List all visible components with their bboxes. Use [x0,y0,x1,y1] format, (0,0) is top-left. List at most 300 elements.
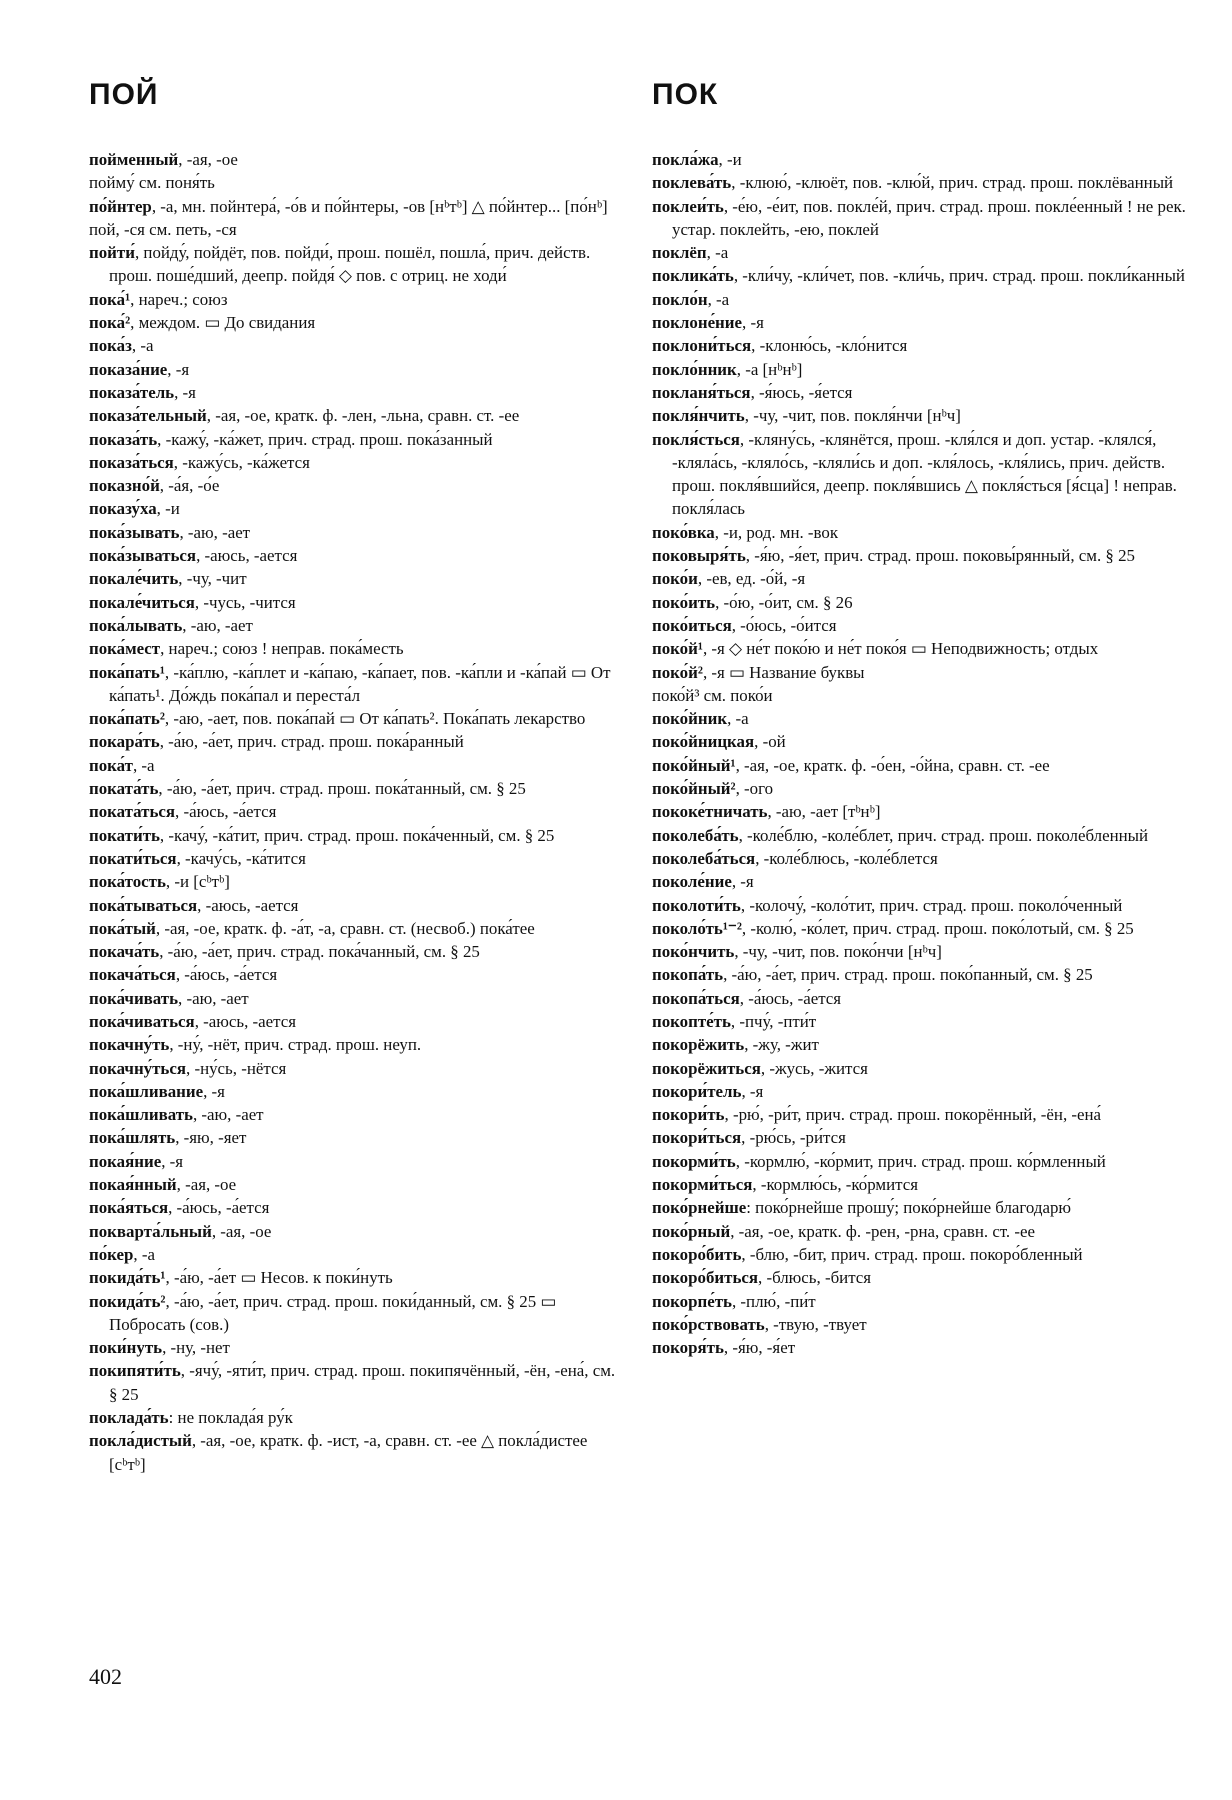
dictionary-entry [89,800,625,823]
dictionary-entry [652,824,1188,847]
entry-body: , -ого [735,779,774,799]
entry-headword: покля́нчить [652,406,745,426]
dictionary-entry [89,1173,625,1196]
entry-body: , пойду́, пойдёт, пов. пойди́, прош. пошёл, пошла́, прич. действ. прош. поше́дший, деепр. пойдя́ ◇ пов. с отриц. не ходи́ [109,243,591,286]
entry-body: , -аю, -ает [182,615,253,635]
entry-body: , -ев, ед. -о́й, -я [697,569,806,589]
entry-body: , -клюю́, -клюёт, пов. -клю́й, прич. страд. прош. поклёванный [731,173,1174,193]
entry-headword: поко́йник [652,709,728,729]
entry-body: , -а [нᵇнᵇ] [736,359,803,379]
entry-headword: покварта́льный [89,1221,212,1241]
entry-body: , -я [167,359,190,379]
dictionary-entry [89,497,625,520]
dictionary-entry [652,428,1188,521]
dictionary-entry [89,544,625,567]
entry-body: , -и [718,150,742,169]
dictionary-entry [652,614,1188,637]
entry-headword: пока́яться [89,1198,169,1218]
entry-headword: пока́тый [89,918,156,938]
entry-body: , -и, род. мн. -вок [714,522,839,542]
dictionary-entry [652,1057,1188,1080]
entry-body: , -а [131,336,154,356]
entry-body: , -аю, -ает [179,522,251,542]
entry-body: , -ая, -ое, кратк. ф. -ист, -а, сравн. ст. -ее △ покла́дистее [сᵇтᵇ] [109,1431,588,1474]
entry-body: , нареч.; союз [130,289,228,309]
entry-headword: пока́зываться [89,546,197,566]
entry-headword: поклони́ться [652,336,752,356]
entry-headword: покла́дистый [89,1431,192,1451]
entry-headword: покоро́бить [652,1244,742,1264]
dictionary-entry [89,567,625,590]
entry-body: , -аюсь, -ается [197,895,299,915]
entry-headword: покоря́ть [652,1338,724,1358]
entry-headword: покланя́ться [652,382,751,402]
dictionary-entry [89,940,625,963]
entry-headword: пока́шливание [89,1081,204,1101]
entry-headword: покорпе́ть [652,1291,732,1311]
entry-body: , -ая, -ое, кратк. ф. -о́ен, -о́йна, сравн. ст. -ее [735,755,1050,775]
entry-headword: поколо́ть¹⁻² [652,918,742,938]
entry-headword: покопте́ть [652,1011,731,1031]
dictionary-entry [652,661,1188,684]
entry-body: , -рю́сь, -ри́тся [741,1128,846,1148]
dictionary-entry [89,311,625,334]
entry-body: поко́й³ см. поко́и [652,685,773,705]
entry-headword: покопа́ть [652,965,724,985]
entry-body: , -а [706,243,729,263]
entry-headword: поклеи́ть [652,196,724,216]
entry-headword: покля́сться [652,429,740,449]
entry-headword: показа́ться [89,452,174,472]
entry-body: , -ая, -ое [176,1175,237,1195]
running-head-left: ПОЙ [89,78,159,111]
entry-body: , -а [727,709,749,729]
entry-headword: покори́тель [652,1081,742,1101]
entry-headword: пока́лывать [89,615,183,635]
dictionary-entry [89,894,625,917]
entry-body: , -я́ю, -я́ет [723,1338,796,1358]
dictionary-entry [89,1033,625,1056]
entry-body: , -плю́, -пи́т [731,1291,816,1311]
dictionary-entry [89,987,625,1010]
entry-body: , -ая, -ое [211,1221,272,1241]
dictionary-entry [652,800,1188,823]
dictionary-entry [652,1243,1188,1266]
entry-body: , -яю, -яет [175,1128,247,1148]
dictionary-entry [652,195,1188,242]
entry-body: , -чусь, -чится [194,592,296,612]
dictionary-entry [89,1336,625,1359]
entry-headword: поко́нчить [652,942,735,962]
entry-body: , -качу́, -ка́тит, прич. страд. прош. пока́ченный, см. § 25 [159,825,555,845]
entry-headword: показу́ха [89,499,157,519]
entry-body: , нареч.; союз ! неправ. пока́месть [160,639,404,659]
entry-body: , -аюсь, -ается [196,546,298,566]
dictionary-entry [652,521,1188,544]
dictionary-entry [652,1196,1188,1219]
entry-body: , -а́ю, -а́ет ▭ Несов. к поки́нуть [165,1268,393,1288]
entry-body: , -и [156,499,180,519]
entry-headword: покида́ть¹ [89,1268,166,1288]
dictionary-entry [89,1266,625,1289]
entry-body: , -кормлю́, -ко́рмит, прич. страд. прош. ко́рмленный [735,1151,1106,1171]
entry-body: , -а́ю, -а́ет, прич. страд. пока́чанный, см. § 25 [159,942,480,962]
entry-body: , -а́ю, -а́ет, прич. страд. прош. поко́панный, см. § 25 [723,965,1093,985]
entry-body: , -я ◇ не́т поко́ю и не́т поко́я ▭ Неподвижность; отдых [702,639,1099,659]
entry-headword: покале́читься [89,592,195,612]
entry-headword: покоро́биться [652,1268,759,1288]
entry-body: , -а [707,289,730,309]
dictionary-entry [652,404,1188,427]
entry-headword: пока́чивать [89,988,179,1008]
dictionary-entry [89,428,625,451]
dictionary-entry [89,591,625,614]
dictionary-entry [652,311,1188,334]
entry-body: , -твую, -твует [764,1314,867,1334]
entry-headword: покача́ться [89,965,176,985]
entry-headword: показа́тель [89,382,175,402]
entry-body: , -кажу́, -ка́жет, прич. страд. прош. пока́занный [157,429,493,449]
entry-body: , -аю, -ает [178,988,249,1008]
page-number: 402 [89,1664,122,1689]
entry-headword: пойменный [89,150,179,169]
dictionary-entry [89,334,625,357]
entry-headword: покая́нный [89,1175,177,1195]
entry-headword: пока́шлять [89,1128,176,1148]
dictionary-entry [652,987,1188,1010]
entry-body: , -аюсь, -ается [194,1011,296,1031]
entry-body: , -и [сᵇтᵇ] [165,872,230,892]
entry-headword: поко́вка [652,522,715,542]
entry-body: , -а́я, -о́е [159,476,220,496]
entry-body: , -ну́, -нёт, прич. страд. прош. неуп. [169,1035,422,1055]
entry-headword: поклёп [652,243,707,263]
dictionary-entry [652,894,1188,917]
entry-body: , -кли́чу, -кли́чет, пов. -кли́чь, прич. страд. прош. покли́канный [733,266,1185,286]
entry-headword: поко́иться [652,615,732,635]
entry-headword: поко́и [652,569,698,589]
dictionary-entry [652,870,1188,893]
entry-headword: показа́тельный [89,406,207,426]
dictionary-entry [89,661,625,708]
entry-headword: поколоти́ть [652,895,741,915]
dictionary-entry [89,1220,625,1243]
entry-body: , -блюсь, -бится [758,1268,872,1288]
dictionary-entry [652,917,1188,940]
entry-headword: пока́тость [89,872,166,892]
entry-body: , -ячу́, -яти́т, прич. страд. прош. покипячённый, -ён, -ена́, см. § 25 [109,1361,616,1404]
dictionary-entry [652,1010,1188,1033]
dictionary-entry [652,288,1188,311]
entry-headword: покопа́ться [652,988,740,1008]
entry-headword: пока́з [89,336,132,356]
entry-body: , -о́ю, -о́ит, см. § 26 [715,592,853,612]
entry-body: , -ну́сь, -нётся [186,1058,287,1078]
dictionary-entry [89,847,625,870]
entry-body: , -е́ю, -е́ит, пов. покле́й, прич. страд. прош. покле́енный ! не рек. устар. поклейть, -ею, поклей [672,196,1186,239]
entry-headword: покипяти́ть [89,1361,181,1381]
entry-body: , -ая, -ое, кратк. ф. -а́т, -а, сравн. ст. (несвоб.) пока́тее [155,918,535,938]
entry-body: , -а́ю, -а́ет, прич. страд. прош. пока́ранный [159,732,464,752]
dictionary-entry [89,824,625,847]
entry-headword: поклика́ть [652,266,734,286]
entry-body: , -я [203,1081,225,1101]
dictionary-entry [652,544,1188,567]
dictionary-entry [652,1220,1188,1243]
dictionary-entry [89,474,625,497]
dictionary-entry [89,1150,625,1173]
entry-headword: покло́нник [652,359,737,379]
entry-headword: поката́ть [89,779,159,799]
dictionary-entry [89,1196,625,1219]
entry-headword: поколеба́ться [652,848,756,868]
dictionary-entry [652,148,1188,171]
left-column [89,148,625,1476]
entry-body: , -я [161,1151,184,1171]
entry-headword: покале́чить [89,569,179,589]
dictionary-entry [652,358,1188,381]
entry-headword: поковыря́ть [652,546,746,566]
entry-headword: покая́ние [89,1151,162,1171]
entry-headword: поко́йный¹ [652,755,736,775]
dictionary-entry [652,963,1188,986]
dictionary-entry [89,614,625,637]
entry-body: , -кормлю́сь, -ко́рмится [752,1175,918,1195]
entry-body: , -качу́сь, -ка́тится [176,848,306,868]
entry-headword: по́йнтер [89,196,152,216]
dictionary-entry [89,1010,625,1033]
entry-headword: покорёжиться [652,1058,761,1078]
entry-body: , -ая, -ое [178,150,238,169]
entry-headword: покла́жа [652,150,719,169]
dictionary-entry [89,754,625,777]
entry-body: , -кажу́сь, -ка́жется [173,452,310,472]
dictionary-entry [89,358,625,381]
entry-headword: пока́шливать [89,1105,193,1125]
dictionary-entry [652,1336,1188,1359]
dictionary-entry [89,637,625,660]
dictionary-entry [652,171,1188,194]
entry-body: , -а́юсь, -а́ется [175,802,277,822]
entry-headword: покорми́ться [652,1175,753,1195]
entry-headword: поко́ить [652,592,716,612]
dictionary-entry [652,1313,1188,1336]
dictionary-entry [652,241,1188,264]
dictionary-entry [89,288,625,311]
entry-headword: покорёжить [652,1035,745,1055]
dictionary-entry [89,1080,625,1103]
entry-body: , -кляну́сь, -клянётся, прош. -кля́лся и доп. устар. -клялся́, -кляла́сь, -кляло́сь, -кляли́сь и доп. -кля́лось, -кля́лись, прич. действ. прош. покля́вшийся, деепр. покля́вшись △ покля́сться [я́сца] ! неправ. покля́лась [672,429,1177,519]
entry-headword: по́кер [89,1244,134,1264]
dictionary-entry [652,940,1188,963]
dictionary-entry [89,777,625,800]
dictionary-entry [89,1103,625,1126]
dictionary-entry [652,1150,1188,1173]
entry-body: , -ка́плю, -ка́плет и -ка́паю, -ка́пает, пов. -ка́пли и -ка́пай ▭ От ка́пать¹. До́ждь пока́пал и переста́л [109,662,611,705]
entry-headword: покачну́ться [89,1058,186,1078]
entry-headword: покача́ть [89,942,160,962]
running-head-right: ПОК [652,78,719,111]
entry-headword: показно́й [89,476,160,496]
entry-headword: показа́ть [89,429,158,449]
entry-headword: покати́ться [89,848,177,868]
entry-body: , -коле́блю, -коле́блет, прич. страд. прош. поколе́бленный [738,825,1149,845]
dictionary-entry [652,381,1188,404]
entry-headword: поко́йницкая [652,732,755,752]
entry-body: , -я [741,1081,764,1101]
dictionary-entry [652,637,1188,660]
entry-headword: пока́тываться [89,895,198,915]
entry-body: , -рю́, -ри́т, прич. страд. прош. покорённый, -ён, -ена́ [724,1105,1102,1125]
dictionary-entry [652,707,1188,730]
entry-headword: покати́ть [89,825,160,845]
dictionary-entry [652,264,1188,287]
entry-body: , -жу, -жит [744,1035,819,1055]
entry-body: , -а́юсь, -а́ется [739,988,842,1008]
entry-headword: пока́² [89,313,131,333]
dictionary-entry [89,1429,625,1476]
dictionary-entry [652,334,1188,357]
entry-body: , -колю́, -ко́лет, прич. страд. прош. поко́лотый, см. § 25 [741,918,1134,938]
dictionary-entry [652,1033,1188,1056]
entry-headword: поко́йный² [652,779,736,799]
dictionary-entry [89,148,625,171]
entry-body: , -аю, -ает, пов. пока́пай ▭ От ка́пать². Пока́пать лекарство [164,709,586,729]
entry-headword: поки́нуть [89,1338,163,1358]
entry-body: , -ая, -ое, кратк. ф. -рен, -рна, сравн. ст. -ее [730,1221,1035,1241]
entry-headword: пока́пать² [89,709,165,729]
dictionary-entry [89,241,625,288]
dictionary-entry [89,451,625,474]
entry-headword: пойти́ [89,243,135,263]
entry-body: , -ну, -нет [162,1338,230,1358]
entry-headword: покорми́ть [652,1151,736,1171]
entry-body: , -я [731,872,754,892]
entry-headword: поколе́ние [652,872,732,892]
entry-body: , -я [174,382,196,402]
entry-body: , -аю, -ает [тᵇнᵇ] [767,802,881,822]
dictionary-entry [652,754,1188,777]
dictionary-entry [89,963,625,986]
dictionary-entry [652,684,1188,707]
dictionary-entry [652,1080,1188,1103]
entry-body: : поко́рнейше прошу́; поко́рнейше благодарю́ [746,1198,1072,1218]
entry-body: , -а [133,1244,155,1264]
dictionary-entry [652,1266,1188,1289]
entry-body: , -а, мн. пойнтера́, -о́в и по́йнтеры, -ов [нᵇтᵇ] △ по́йнтер... [по́нᵇ] [151,196,608,216]
entry-body: , -я ▭ Название буквы [702,662,865,682]
dictionary-entry [89,1359,625,1406]
entry-headword: поклада́ть [89,1408,169,1428]
entry-headword: пока́мест [89,639,161,659]
entry-headword: пока́¹ [89,289,131,309]
entry-body: , -я [742,313,764,333]
entry-headword: поклева́ть [652,173,732,193]
dictionary-entry [652,777,1188,800]
entry-body: , -клоню́сь, -кло́нится [751,336,908,356]
dictionary-entry [89,707,625,730]
dictionary-entry [89,1290,625,1337]
entry-body: , -а́юсь, -а́ется [175,965,278,985]
entry-headword: пока́чиваться [89,1011,195,1031]
entry-headword: покара́ть [89,732,160,752]
dictionary-entry [89,218,625,241]
entry-headword: покло́н [652,289,708,309]
entry-headword: пока́т [89,755,133,775]
entry-headword: пока́пать¹ [89,662,165,682]
entry-headword: поко́рный [652,1221,731,1241]
entry-body: , -ая, -ое, кратк. ф. -лен, -льна, сравн. ст. -ее [206,406,520,426]
entry-headword: поклоне́ние [652,313,743,333]
entry-body: , -а [132,755,155,775]
entry-headword: поко́рствовать [652,1314,765,1334]
dictionary-entry [89,404,625,427]
entry-headword: показа́ние [89,359,168,379]
entry-body: , -а́юсь, -а́ется [168,1198,270,1218]
entry-body: , междом. ▭ До свидания [130,313,316,333]
entry-body: , -я́юсь, -я́ется [750,382,853,402]
dictionary-entry [652,1103,1188,1126]
entry-headword: пококе́тничать [652,802,768,822]
entry-body: , -а́ю, -а́ет, прич. страд. прош. пока́танный, см. § 25 [158,779,526,799]
dictionary-entry [652,567,1188,590]
entry-headword: поко́й¹ [652,639,703,659]
dictionary-entry [89,381,625,404]
entry-headword: поколеба́ть [652,825,739,845]
entry-headword: пока́зывать [89,522,180,542]
dictionary-entry [89,1406,625,1429]
dictionary-entry [89,195,625,218]
entry-body: : не поклада́я ру́к [168,1408,293,1428]
entry-body: , -пчу́, -пти́т [730,1011,817,1031]
entry-body: пойму́ см. поня́ть [89,173,215,193]
dictionary-entry [652,591,1188,614]
entry-headword: покида́ть² [89,1291,166,1311]
dictionary-entry [652,730,1188,753]
entry-body: , -я́ю, -я́ет, прич. страд. прош. поковы́рянный, см. § 25 [745,546,1135,566]
entry-headword: поката́ться [89,802,176,822]
entry-body: пой, -ся см. петь, -ся [89,219,237,239]
entry-body: , -жусь, -жится [760,1058,868,1078]
dictionary-entry [89,917,625,940]
entry-headword: покори́ть [652,1105,725,1125]
dictionary-entry [652,1126,1188,1149]
entry-body: , -блю, -бит, прич. страд. прош. покоро́бленный [741,1244,1083,1264]
dictionary-entry [89,1126,625,1149]
entry-body: , -чу, -чит, пов. покля́нчи [нᵇч] [744,406,961,426]
entry-headword: покачну́ть [89,1035,170,1055]
dictionary-entry [89,1243,625,1266]
dictionary-entry [89,870,625,893]
entry-headword: поко́й² [652,662,703,682]
entry-body: , -коле́блюсь, -коле́блется [755,848,938,868]
right-column [652,148,1188,1359]
entry-headword: покори́ться [652,1128,742,1148]
dictionary-entry [89,521,625,544]
entry-body: , -чу, -чит [178,569,247,589]
dictionary-entry [652,1173,1188,1196]
dictionary-entry [652,1290,1188,1313]
entry-body: , -аю, -ает [192,1105,264,1125]
entry-body: , -а́ю, -а́ет, прич. страд. прош. поки́данный, см. § 25 ▭ Побросать (сов.) [109,1291,557,1334]
dictionary-entry [652,847,1188,870]
entry-body: , -о́юсь, -о́ится [731,615,837,635]
dictionary-entry [89,171,625,194]
dictionary-entry [89,730,625,753]
entry-body: , -колочу́, -коло́тит, прич. страд. прош. поколо́ченный [740,895,1123,915]
entry-body: , -ой [754,732,786,752]
dictionary-entry [89,1057,625,1080]
